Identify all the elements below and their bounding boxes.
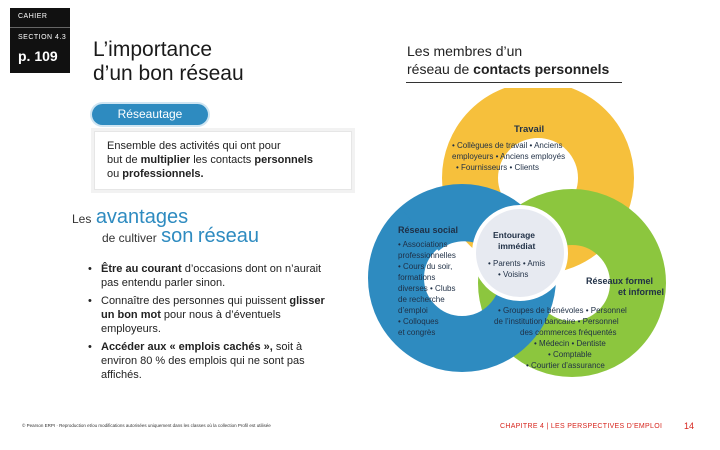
- travail-line: • Collègues de travail • Anciens: [452, 141, 563, 150]
- def-bold-professionnels: professionnels.: [122, 168, 204, 180]
- avantages-heading: [72, 206, 259, 248]
- network-diagram: [360, 88, 680, 408]
- social-line: • Cours du soir,: [398, 262, 453, 271]
- avantages-word: avantages: [95, 206, 189, 228]
- bullet-text: pour nous à d’éventuels employeurs.: [101, 309, 281, 335]
- def-bold-multiplier: multiplier: [140, 154, 191, 166]
- formel-title: et informel: [618, 287, 665, 297]
- entourage-line: • Voisins: [498, 270, 529, 279]
- copyright-footer: © Pearson ERPI · Reproduction et/ou modifications autorisées uniquement dans les classes où la collection Profil est utilisée: [22, 423, 271, 428]
- formel-line: • Comptable: [548, 350, 592, 359]
- diagram-title-line1: Les membres d’un: [407, 43, 523, 59]
- social-line: formations: [398, 273, 436, 282]
- diagram-title-bold: contacts personnels: [473, 61, 610, 77]
- social-line: professionnelles: [398, 251, 456, 260]
- entourage-line: • Parents • Amis: [488, 259, 546, 268]
- bullet-icon: •: [88, 263, 92, 275]
- avantages-les: Les: [72, 212, 92, 226]
- formel-title: Réseaux formel: [586, 276, 654, 286]
- avantages-reseau: réseau: [197, 225, 260, 247]
- diagram-title-line2: [407, 60, 637, 78]
- entourage-center: [474, 207, 566, 299]
- definition-line3: [107, 167, 347, 181]
- page-title-line1: L’importance: [93, 38, 213, 61]
- bullet-text: Connaître des personnes qui puissent: [101, 295, 290, 307]
- diagram-title: [407, 42, 637, 78]
- diagram-title-underline: [406, 82, 622, 83]
- formel-line: des commerces fréquentés: [520, 328, 617, 337]
- page-number: 14: [684, 421, 695, 431]
- def-part: but de: [107, 154, 141, 166]
- formel-line: de l’institution bancaire • Personnel: [494, 317, 619, 326]
- bullet-icon: •: [88, 295, 92, 307]
- chapter-footer: CHAPITRE 4 | LES PERSPECTIVES D’EMPLOI: [500, 423, 663, 430]
- formel-line: • Médecin • Dentiste: [534, 339, 606, 348]
- page-title-line2: d’un bon réseau: [93, 62, 244, 85]
- social-title: Réseau social: [398, 225, 459, 235]
- cahier-label: CAHIER: [18, 13, 48, 20]
- diagram-title-prefix: réseau de: [407, 61, 474, 77]
- bullet-bold: Être au courant: [101, 263, 182, 275]
- def-part: les contacts: [190, 154, 255, 166]
- entourage-title: immédiat: [498, 241, 536, 251]
- tag-divider: [10, 27, 70, 28]
- entourage-title: Entourage: [493, 230, 536, 240]
- social-line: • Colloques: [398, 317, 439, 326]
- bullet-bold: Accéder aux « emplois cachés »,: [101, 341, 273, 353]
- bullet-bold: glisser un bon mot: [101, 295, 325, 321]
- travail-line: employeurs • Anciens employés: [452, 152, 566, 161]
- avantages-de-cultiver: de cultiver: [102, 231, 157, 245]
- page-title: [93, 38, 323, 86]
- bullet-icon: •: [88, 341, 92, 353]
- formel-line: • Groupes de bénévoles • Personnel: [498, 306, 627, 315]
- formel-line: • Courtier d’assurance: [526, 361, 605, 370]
- def-part: ou: [107, 168, 123, 180]
- list-item: [88, 262, 338, 290]
- reseautage-pill: Réseautage: [92, 104, 208, 125]
- definition-line2: [107, 153, 347, 167]
- social-line: d’emploi: [398, 306, 428, 315]
- list-item: [88, 294, 338, 336]
- social-line: • Associations: [398, 240, 448, 249]
- definition-line1: Ensemble des activités qui ont pour: [107, 140, 281, 152]
- avantages-list: [88, 262, 338, 386]
- social-line: et congrès: [398, 328, 436, 337]
- social-line: diverses • Clubs: [398, 284, 456, 293]
- list-item: [88, 340, 338, 382]
- page-reference: p. 109: [18, 48, 58, 64]
- social-line: de recherche: [398, 295, 445, 304]
- definition-text: [107, 139, 347, 181]
- bullet-text: d’occasions dont on n’aurait pas entendu parler sinon.: [101, 263, 322, 289]
- section-label: SECTION 4.3: [18, 34, 67, 41]
- avantages-son: son: [161, 225, 194, 247]
- bullet-text: soit à environ 80 % des emplois qui ne sont pas affichés.: [101, 341, 305, 381]
- def-bold-personnels: personnels: [254, 154, 314, 166]
- section-tag: [10, 8, 70, 73]
- travail-title: Travail: [514, 124, 545, 135]
- travail-line: • Fournisseurs • Clients: [456, 163, 539, 172]
